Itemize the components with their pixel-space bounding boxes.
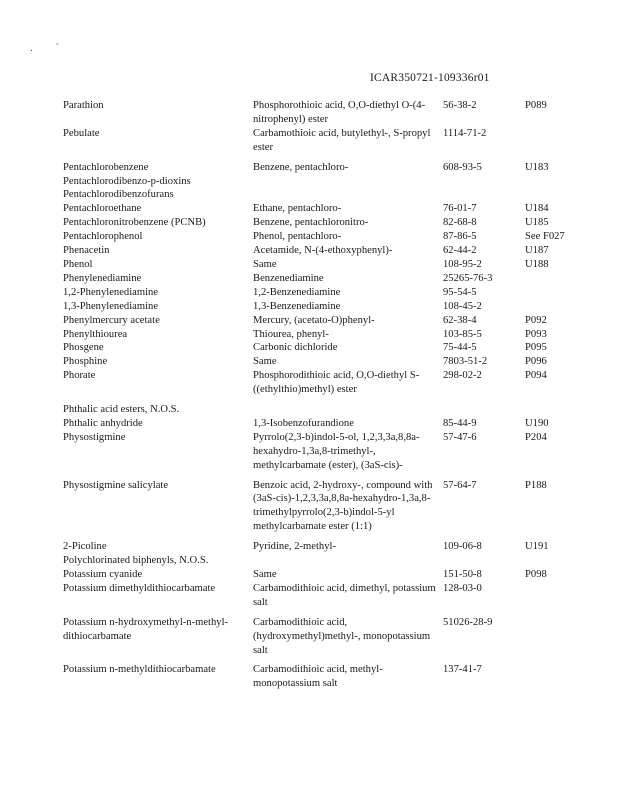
chemical-synonym: Same (253, 258, 277, 270)
waste-code: U188 (525, 258, 549, 270)
chemical-synonym: 1,3-Benzenediamine (253, 300, 341, 312)
cas-number: 151-50-8 (443, 569, 482, 580)
chemical-name: Pentachlorodibenzo-p-dioxins (63, 175, 191, 187)
cas-number: 25265-76-3 (443, 272, 493, 284)
cas-number: 62-44-2 (443, 245, 477, 257)
table-row (63, 479, 583, 541)
waste-code: U191 (525, 541, 549, 553)
cas-number: 608-93-5 (443, 161, 482, 173)
table-row (63, 314, 583, 328)
waste-code (525, 403, 583, 417)
chemical-synonym: Mercury, (acetato-O)phenyl- (253, 314, 375, 326)
table-row (63, 230, 583, 244)
chemical-synonym: Same (253, 569, 277, 580)
chemical-name: 1,3-Phenylenediamine (63, 300, 159, 312)
waste-code (525, 663, 583, 691)
chemical-name: Phthalic acid esters, N.O.S. (63, 404, 180, 416)
waste-code (525, 582, 583, 616)
waste-code (525, 286, 583, 300)
waste-code: U183 (525, 161, 549, 173)
chemical-name: Phenylthiourea (63, 328, 128, 340)
chemical-synonym (253, 175, 443, 189)
table-row (63, 540, 583, 554)
waste-code: P098 (525, 569, 547, 580)
waste-code: U187 (525, 245, 549, 257)
cas-number: 109-06-8 (443, 541, 482, 553)
cas-number: 76-01-7 (443, 203, 477, 215)
table-row (63, 175, 583, 189)
chemical-synonym: 1,2-Benzenediamine (253, 286, 341, 298)
cas-number (443, 175, 525, 189)
chemical-synonym: Benzene, pentachloro- (253, 161, 349, 173)
table-row (63, 568, 583, 582)
chemical-table (63, 99, 583, 691)
waste-code (525, 300, 583, 314)
chemical-name: Phorate (63, 370, 96, 382)
cas-number: 85-44-9 (443, 417, 477, 429)
chemical-name: 2-Picoline (63, 541, 107, 553)
chemical-synonym (253, 403, 443, 417)
chemical-synonym: Phosphorodithioic acid, O,O-diethyl S-((ethylthio)methyl) ester (253, 370, 420, 396)
chemical-synonym: Ethane, pentachloro- (253, 203, 342, 215)
waste-code: P094 (525, 370, 547, 382)
cas-number (443, 188, 525, 202)
chemical-name: Phenol (63, 258, 93, 270)
chemical-synonym: Benzene, pentachloronitro- (253, 217, 369, 229)
waste-code: See F027 (525, 231, 565, 243)
table-row (63, 369, 583, 403)
chemical-name: Phthalic anhydride (63, 417, 143, 429)
document-id: ICAR350721-109336r01 (370, 72, 490, 84)
table-row (63, 663, 583, 691)
cas-number: 137-41-7 (443, 664, 482, 676)
chemical-name: Potassium dimethyldithiocarbamate (63, 582, 216, 594)
waste-code (525, 554, 583, 568)
chemical-name: Pentachloronitrobenzene (PCNB) (63, 217, 206, 229)
waste-code: P092 (525, 314, 547, 326)
table-row (63, 431, 583, 479)
cas-number: 62-38-4 (443, 314, 477, 326)
chemical-name: Pebulate (63, 127, 100, 139)
waste-code: P093 (525, 328, 547, 340)
chemical-name: Phenylmercury acetate (63, 314, 160, 326)
chemical-name: Physostigmine salicylate (63, 479, 169, 491)
waste-code: U185 (525, 217, 549, 229)
chemical-name: 1,2-Phenylenediamine (63, 286, 159, 298)
cas-number: 298-02-2 (443, 370, 482, 382)
chemical-synonym: Same (253, 356, 277, 368)
chemical-synonym: Phenol, pentachloro- (253, 231, 342, 243)
chemical-name: Potassium n-methyldithiocarbamate (63, 664, 216, 676)
waste-code: P095 (525, 342, 547, 354)
chemical-synonym: Pyridine, 2-methyl- (253, 541, 336, 553)
chemical-synonym: Phosphorothioic acid, O,O-diethyl O-(4-nitrophenyl) ester (253, 100, 426, 125)
chemical-name: Physostigmine (63, 431, 126, 443)
table-row (63, 202, 583, 216)
table-row (63, 258, 583, 272)
cas-number: 108-95-2 (443, 258, 482, 270)
cas-number: 75-44-5 (443, 342, 477, 354)
chemical-table-body (63, 99, 583, 691)
cas-number: 1114-71-2 (443, 127, 487, 139)
table-row (63, 554, 583, 568)
cas-number: 82-68-8 (443, 217, 477, 229)
chemical-synonym: Carbamodithioic acid, (hydroxymethyl)methyl-, monopotassium salt (253, 616, 431, 656)
cas-number (443, 554, 525, 568)
chemical-synonym: Carbonic dichloride (253, 342, 338, 354)
cas-number: 108-45-2 (443, 300, 482, 312)
chemical-synonym: Acetamide, N-(4-ethoxyphenyl)- (253, 245, 393, 257)
table-row (63, 188, 583, 202)
waste-code (525, 616, 583, 664)
cas-number: 128-03-0 (443, 582, 482, 594)
table-row (63, 355, 583, 369)
table-row (63, 127, 583, 161)
waste-code (525, 175, 583, 189)
table-row (63, 328, 583, 342)
chemical-name: Polychlorinated biphenyls, N.O.S. (63, 555, 209, 567)
table-row (63, 286, 583, 300)
waste-code: U184 (525, 203, 549, 215)
table-row (63, 582, 583, 616)
chemical-name: Potassium cyanide (63, 569, 143, 580)
waste-code (525, 188, 583, 202)
table-row (63, 244, 583, 258)
chemical-name: Pentachlorodibenzofurans (63, 189, 174, 201)
chemical-synonym: Benzoic acid, 2-hydroxy-, compound with (3aS-cis)-1,2,3,3a,8,8a-hexahydro-1,3a,8-trimethylpyrrolo(2,3-b)indol-5-yl methylcarbamate ester (1:1) (253, 479, 433, 533)
chemical-name: Phenacetin (63, 245, 110, 257)
chemical-synonym (253, 554, 443, 568)
chemical-synonym: Pyrrolo(2,3-b)indol-5-ol, 1,2,3,3a,8,8a-hexahydro-1,3a,8-trimethyl-, methylcarbamate (ester), (3aS-cis)- (253, 431, 420, 471)
chemical-name: Parathion (63, 100, 104, 111)
table-row (63, 99, 583, 127)
cas-number: 7803-51-2 (443, 356, 488, 368)
table-row (63, 300, 583, 314)
chemical-name: Phosgene (63, 342, 104, 354)
table-row (63, 403, 583, 417)
cas-number: 57-64-7 (443, 479, 477, 491)
chemical-name: Pentachloroethane (63, 203, 142, 215)
waste-code: P188 (525, 479, 547, 491)
chemical-name: Potassium n-hydroxymethyl-n-methyl-dithiocarbamate (63, 616, 229, 642)
scan-marks: . ` (30, 42, 70, 54)
waste-code: P089 (525, 100, 547, 111)
chemical-synonym: Carbamothioic acid, butylethyl-, S-propyl ester (253, 127, 431, 153)
chemical-synonym: Thiourea, phenyl- (253, 328, 329, 340)
chemical-name: Pentachlorophenol (63, 231, 143, 243)
waste-code: P096 (525, 356, 547, 368)
table-row (63, 272, 583, 286)
cas-number (443, 403, 525, 417)
chemical-name: Phosphine (63, 356, 108, 368)
cas-number: 56-38-2 (443, 100, 477, 111)
chemical-synonym: Carbamodithioic acid, dimethyl, potassium salt (253, 582, 436, 608)
chemical-synonym: 1,3-Isobenzofurandione (253, 417, 354, 429)
cas-number: 57-47-6 (443, 431, 477, 443)
waste-code (525, 272, 583, 286)
table-row (63, 216, 583, 230)
waste-code: P204 (525, 431, 547, 443)
table-row (63, 161, 583, 175)
cas-number: 103-85-5 (443, 328, 482, 340)
chemical-synonym: Carbamodithioic acid, methyl-monopotassium salt (253, 664, 383, 690)
chemical-synonym: Benzenediamine (253, 272, 324, 284)
chemical-name: Phenylenediamine (63, 272, 142, 284)
table-row (63, 616, 583, 664)
cas-number: 87-86-5 (443, 231, 477, 243)
table-row (63, 417, 583, 431)
waste-code: U190 (525, 417, 549, 429)
waste-code (525, 127, 583, 161)
chemical-name: Pentachlorobenzene (63, 161, 149, 173)
cas-number: 51026-28-9 (443, 616, 493, 628)
chemical-synonym (253, 188, 443, 202)
cas-number: 95-54-5 (443, 286, 477, 298)
table-row (63, 341, 583, 355)
